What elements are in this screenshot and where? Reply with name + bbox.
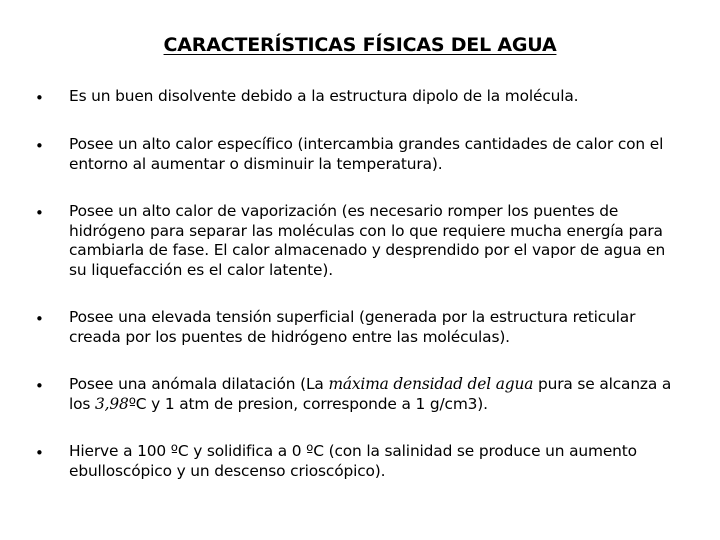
bullet-text [69,375,681,414]
bullet-dot-icon: • [35,204,44,222]
bullet-dot-icon: • [35,310,44,328]
bullet-text: Hierve a 100 ºC y solidifica a 0 ºC (con la salinidad se produce un aumento ebulloscópico y un descenso crioscópico). [69,442,637,480]
bullet-dot-icon: • [35,137,44,155]
bullet-text: Posee una elevada tensión superficial (generada por la estructura reticular creada por los puentes de hidrógeno entre las moléculas). [69,308,636,346]
bullet-text: Es un buen disolvente debido a la estructura dipolo de la molécula. [69,87,579,105]
bullet-dot-icon: • [35,444,44,462]
bullet-text-segment: pura se alcanza a los [69,375,672,413]
bullet-dot-icon: • [35,377,44,395]
bullet-text-italic: 3,98 [95,394,129,413]
bullet-text-segment: ºC y 1 atm de presion, corresponde a 1 g/cm3). [128,394,488,413]
bullet-text: Posee un alto calor de vaporización (es necesario romper los puentes de hidrógeno para separar las moléculas con lo que requiere mucha energía para cambiarla de fase. El calor almacenado y desprendido por el vapor de agua en su liquefacción es el calor latente). [69,202,666,279]
slide-title: CARACTERÍSTICAS FÍSICAS DEL AGUA [163,34,557,56]
bullet-text-italic: máxima densidad del agua [328,375,534,393]
bullet-dot-icon: • [35,89,44,107]
bullet-text-segment: Posee una anómala dilatación (La [69,375,329,393]
bullet-text: Posee un alto calor específico (intercambia grandes cantidades de calor con el entorno al aumentar o disminuir la temperatura). [69,135,664,173]
